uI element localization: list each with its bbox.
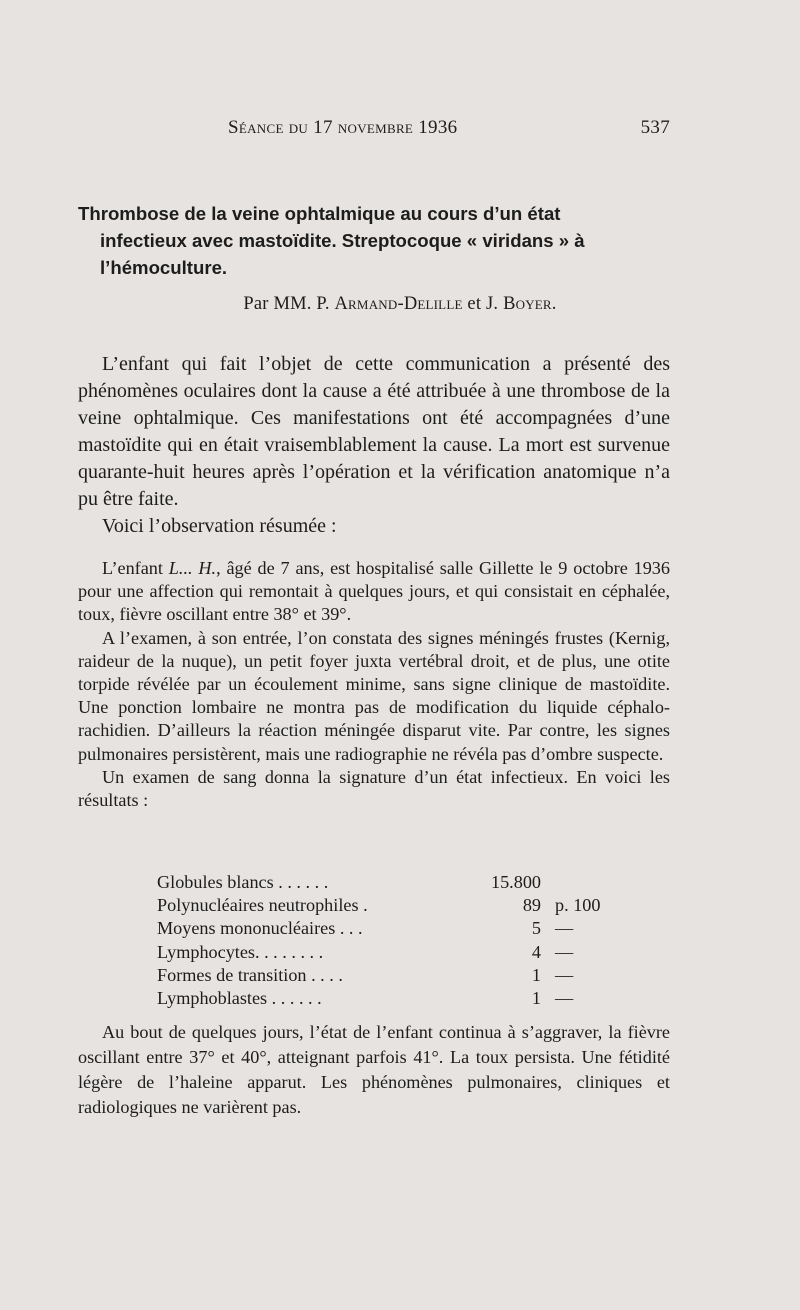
table-row [157, 871, 577, 894]
running-title: Séance du 17 novembre 1936 [228, 117, 458, 138]
closing-paragraph: Au bout de quelques jours, l’état de l’enfant continua à s’aggraver, la fièvre oscillant entre 37° et 40°, atteignant parfois 41°. La toux persista. Une fétidité légère de l’haleine apparut. Les phénomènes pulmonaires, cliniques et radiologiques ne varièrent pas. [78, 1022, 670, 1117]
patient-initials: L... H. [168, 558, 217, 578]
obs-pre: L’enfant [102, 558, 169, 578]
exam-paragraph: A l’examen, à son entrée, l’on constata des signes méningés frustes (Kernig, raideur de la nuque), un petit foyer juxta vertébral droit, et de plus, une otite torpide révélée par un écoulement minime, sans signe clinique de mastoïdite. Une ponction lombaire ne montra pas de modification du liquide céphalo-rachidien. D’ailleurs la réaction méningée disparut vite. Par contre, les signes pulmonaires persistèrent, mais une radiographie ne révéla pas d’ombre suspecte. [78, 627, 670, 764]
result-value: 15.800 [490, 872, 541, 892]
result-label: Lymphoblastes . . . . . . [157, 987, 322, 1008]
result-label: Moyens mononucléaires . . . [157, 918, 363, 939]
author-armand-delille: Armand-Delille [334, 294, 463, 314]
page-number: 537 [640, 117, 670, 138]
introduction [78, 351, 670, 540]
result-label: Lymphocytes. . . . . . . . [157, 941, 324, 962]
table-row [157, 894, 601, 917]
blood-results-table [157, 871, 601, 1010]
byline-prefix: Par MM. P. [243, 294, 335, 314]
result-label: Formes de transition . . . . [157, 964, 343, 985]
result-unit: — [555, 941, 574, 962]
intro-paragraph: L’enfant qui fait l’objet de cette communication a présenté des phénomènes oculaires dont la cause a été attribuée à une thrombose de la veine ophtalmique. Ces manifestations ont été accompagnées d’une mastoïdite qui en était vraisemblablement la cause. La mort est survenue quarante-huit heures après l’opération et la vérification anatomique n’a pu être faite. [78, 353, 670, 510]
title-line-2: infectieux avec mastoïdite. Streptocoque « viridans » à [100, 230, 585, 251]
table-row [157, 917, 577, 940]
article-title [78, 200, 672, 281]
result-unit: p. 100 [555, 895, 601, 916]
result-unit: — [555, 964, 574, 985]
table-row [157, 987, 577, 1010]
result-unit: — [555, 987, 574, 1008]
table-row [157, 964, 577, 987]
obs-post: , âgé de 7 ans, est hospitalisé salle Gillette le 9 octobre 1936 pour une affection qui remontait à quelques jours, et qui consistait en céphalée, toux, fièvre oscillant entre 38° et 39°. [78, 558, 670, 625]
result-label: Polynucléaires neutrophiles . [157, 895, 368, 916]
observation [78, 557, 670, 812]
observation-paragraph [78, 557, 670, 627]
closing-section [78, 1020, 670, 1120]
observation-heading: Voici l’observation résumée : [102, 515, 337, 537]
page-header [228, 117, 670, 141]
title-line-1: Thrombose de la veine ophtalmique au cours d’un état [78, 203, 561, 224]
title-line-3: l’hémoculture. [100, 257, 228, 278]
result-value: 1 [531, 987, 541, 1008]
byline-and: et J. [462, 294, 504, 314]
result-value: 5 [531, 918, 541, 939]
result-label: Globules blancs . . . . . . [157, 872, 329, 892]
author-boyer: Boyer. [503, 294, 557, 314]
blood-test-paragraph: Un examen de sang donna la signature d’un état infectieux. En voici les résultats : [78, 766, 670, 811]
byline [0, 294, 800, 315]
result-value: 1 [531, 964, 541, 985]
result-unit: — [555, 918, 574, 939]
result-value: 4 [531, 941, 541, 962]
table-row [157, 941, 577, 964]
result-value: 89 [522, 895, 541, 916]
